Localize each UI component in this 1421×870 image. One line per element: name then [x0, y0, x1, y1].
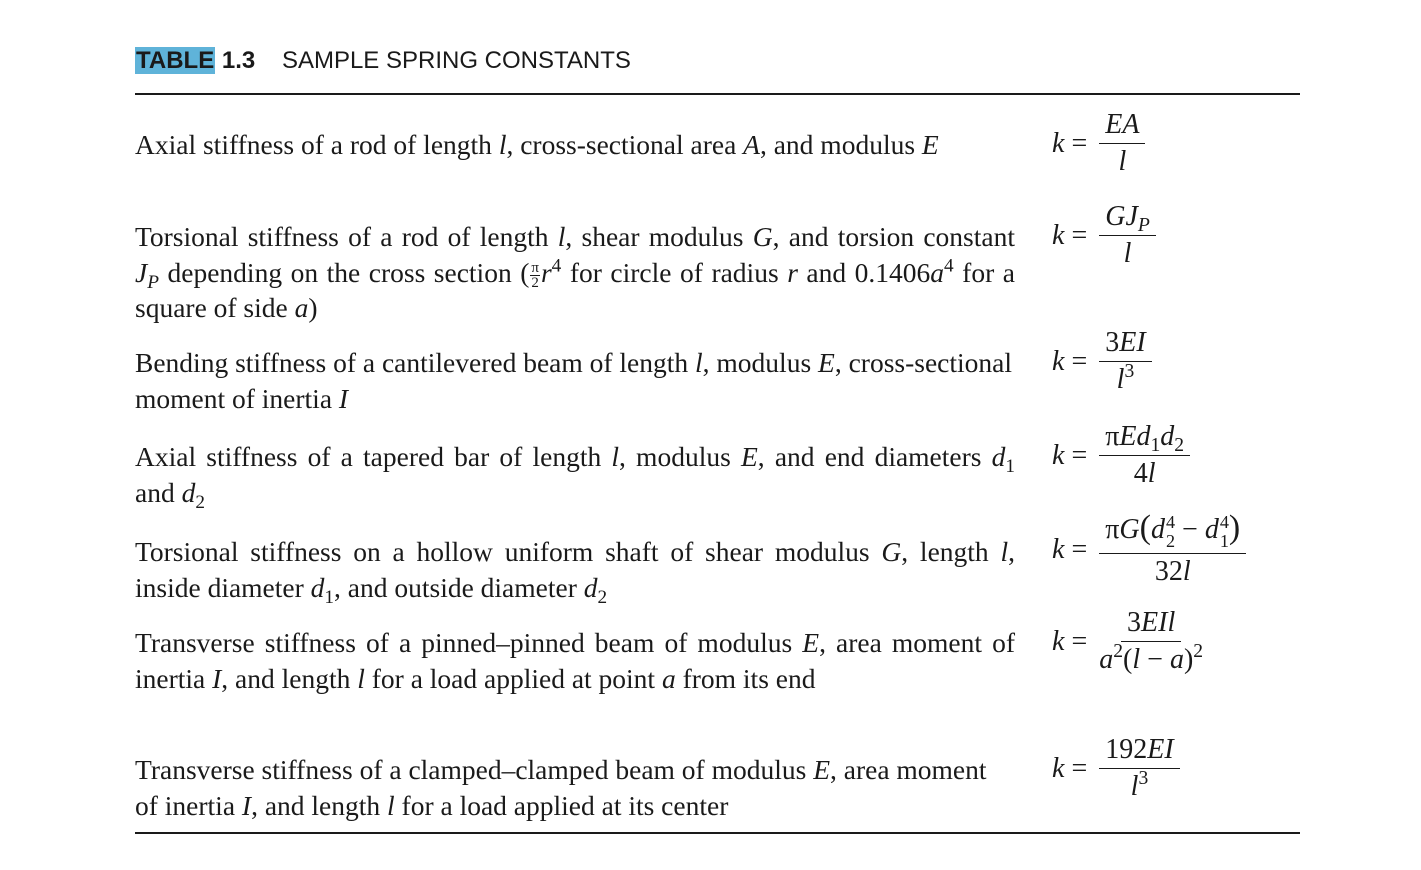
row-description: Torsional stiffness on a hollow uniform shaft of shear modulus G, length l, inside diameter $d_1$, and outside diameter $d_2$	[135, 536, 1015, 608]
row-formula: k = πG(d 4 2 − d 4 1 ) 32l	[1052, 513, 1246, 587]
table-caption	[135, 44, 631, 78]
row-description: Transverse stiffness of a clamped–clamped beam of modulus E, area moment of inertia I, and length l for a load applied at its center	[135, 754, 987, 821]
row-formula: k = $\frac{\pi Ed_1d_2}{4l}$	[1052, 422, 1190, 489]
top-rule	[135, 93, 1300, 95]
row-description: Axial stiffness of a rod of length l, cross-sectional area A, and modulus E	[135, 129, 939, 160]
row-formula: k = $\frac{3EI}{l^3}$	[1052, 328, 1152, 395]
row-formula: k = $\frac{\text{3EIl}}{a^2(l - a)^2}$	[1052, 607, 1204, 675]
table-number: 1.3	[221, 47, 256, 74]
row-description: Axial stiffness of a tapered bar of length l, modulus E, and end diameters $d_1$ and $d_2$	[135, 441, 1016, 513]
row-description: Bending stiffness of a cantilevered beam of length l, modulus E, cross-sectional moment of inertia I	[135, 347, 1013, 414]
row-formula: k = $\frac{EA}{l}$	[1052, 110, 1145, 177]
row-description: Transverse stiffness of a pinned–pinned beam of modulus E, area moment of inertia I, and length l for a load applied at point a from its end	[135, 627, 1015, 694]
row-formula: k = $\frac{GJ_P}{l}$	[1052, 202, 1156, 269]
table-label: TABLE	[136, 47, 215, 74]
row-description: Torsional stiffness of a rod of length l, shear modulus G, and torsion constant $J_P$ depending on the cross section ( $\frac{\pi}{2}$ $r^4$ for circle of radius r and $0.1406a^4$ for a square of side a)	[135, 221, 1015, 323]
bottom-rule	[135, 832, 1300, 834]
row-formula: k = $\frac{192EI}{l^3}$	[1052, 735, 1180, 802]
table-title: SAMPLE SPRING CONSTANTS	[281, 47, 631, 74]
